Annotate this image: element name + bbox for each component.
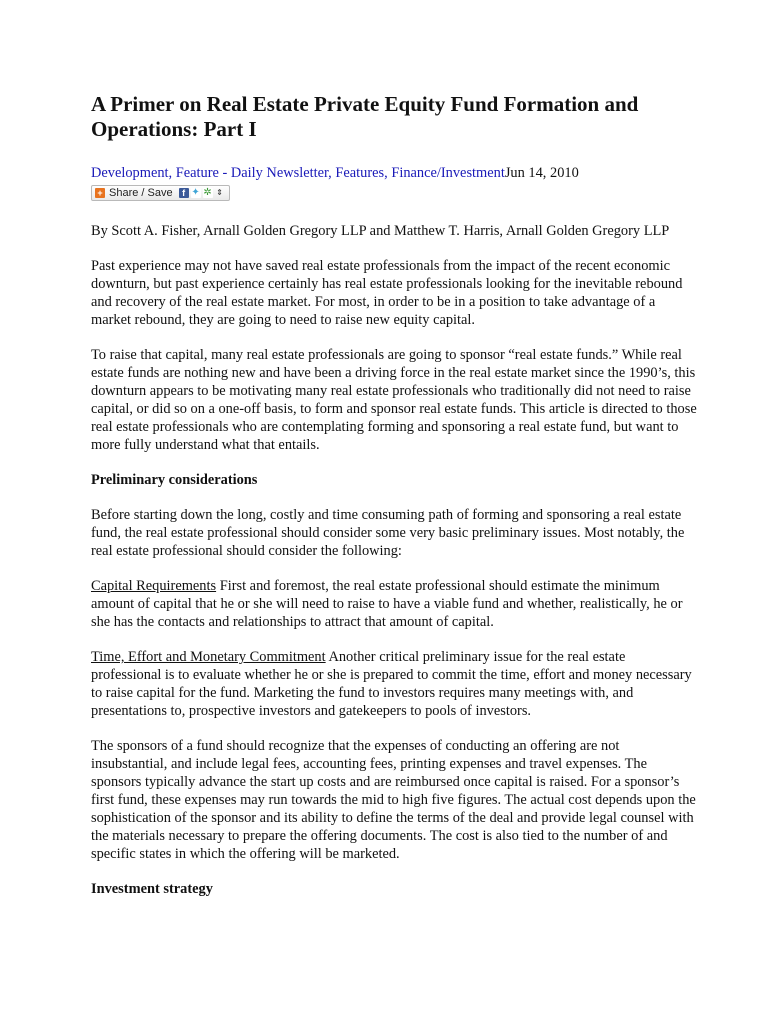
capital-requirements-text: First and foremost, the real estate professional should estimate the minimum amount of capital that he or she will need to raise to have a viable fund and whether, realistically, he or she has the contacts and relationships to attract that amount of capital. [91,578,683,630]
facebook-icon: f [179,188,189,198]
article-meta [91,164,698,182]
share-save-button[interactable] [91,185,230,201]
preliminary-intro-paragraph: Before starting down the long, costly and time consuming path of forming and sponsoring a real estate fund, the real estate professional should consider some very basic preliminary issues. Most notably, the real estate professional should consider the following: [91,507,685,559]
expenses-paragraph: The sponsors of a fund should recognize that the expenses of conducting an offering are not insubstantial, and include legal fees, accounting fees, printing expenses and travel expenses. The sponsors typically advance the start up costs and are reimbursed once capital is raised. For a sponsor’s first fund, these expenses may run towards the mid to high five figures. The actual cost depends upon the sophistication of the sponsor and its ability to define the terms of the deal and provide legal counsel with the materials necessary to prepare the offering documents. The cost is also tied to the number of and specific states in which the offering will be marketed. [91,738,696,862]
share-plus-icon: + [95,188,105,198]
publish-date: Jun 14, 2010 [504,165,579,181]
heading-investment-strategy: Investment strategy [91,881,213,897]
share-label: Share / Save [109,187,173,199]
capital-requirements-term: Capital Requirements [91,578,217,594]
capital-requirements-paragraph [91,577,698,631]
twitter-icon: ✦ [191,187,200,198]
time-commitment-text: Another critical preliminary issue for the real estate professional is to evaluate whether he or she is prepared to commit the time, effort and money necessary to raise capital for the fund. Marketing the fund to investors requires many meetings with, and presentations to, prospective investors and gatekeepers to pools of investors. [91,649,692,719]
time-commitment-paragraph [91,648,698,720]
intro-paragraph-2: To raise that capital, many real estate professionals are going to sponsor “real estate funds.” While real estate funds are nothing new and have been a driving force in the real estate market since the 1990’s, this downturn appears to be motivating many real estate professionals who traditionally did not need to raise capital, or did so on a one-off basis, to form and sponsor real estate funds. This article is directed to those real estate professionals who are contemplating forming and sponsoring a real estate fund, but want to more fully understand what that entails. [91,347,697,453]
byline: By Scott A. Fisher, Arnall Golden Gregory LLP and Matthew T. Harris, Arnall Golden Gregory LLP [91,223,670,239]
category-links[interactable]: Development, Feature - Daily Newsletter, Features, Finance/Investment [91,165,505,181]
article-title: A Primer on Real Estate Private Equity Fund Formation and Operations: Part I [91,92,639,141]
heading-preliminary: Preliminary considerations [91,472,258,488]
green-share-icon: ✲ [203,187,212,198]
chevron-icon: ⇕ [216,188,223,197]
time-commitment-term: Time, Effort and Monetary Commitment [91,649,326,665]
intro-paragraph-1: Past experience may not have saved real estate professionals from the impact of the recent economic downturn, but past experience certainly has real estate professionals looking for the inevitable rebound and recovery of the real estate market. For most, in order to be in a position to take advantage of a market rebound, they are going to need to raise new equity capital. [91,258,683,328]
